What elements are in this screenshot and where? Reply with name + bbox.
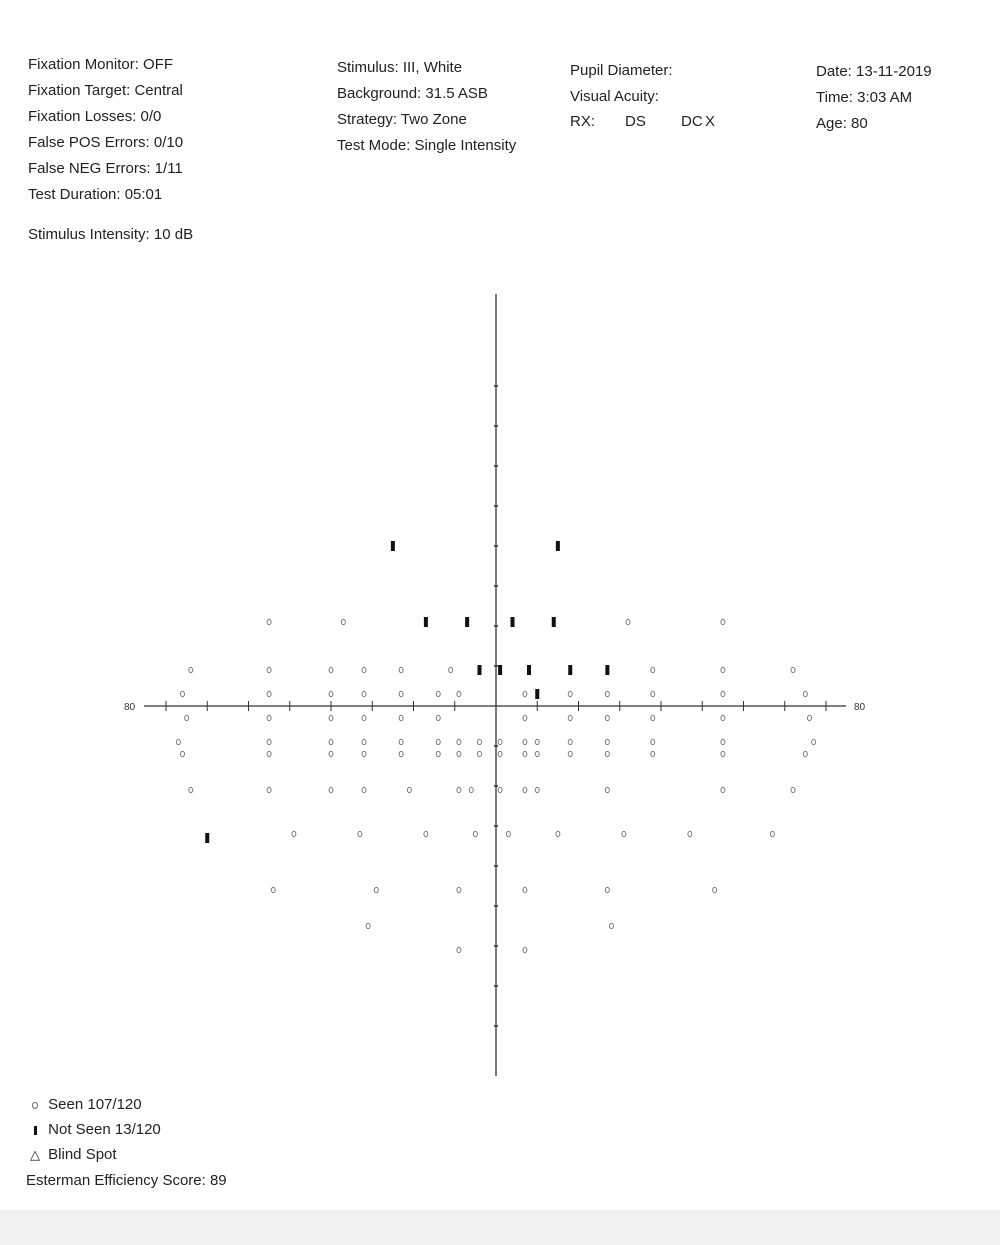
bottom-band (0, 1210, 1000, 1245)
seen-point (651, 715, 655, 720)
seen-point (457, 691, 461, 696)
seen-point (189, 667, 193, 672)
seen-point (568, 739, 572, 744)
not-seen-point (568, 665, 572, 675)
seen-point (556, 831, 560, 836)
seen-point (610, 923, 614, 928)
seen-point (721, 619, 725, 624)
legend-not-seen-label: Not Seen 13/120 (48, 1121, 161, 1138)
pupil-diameter: Pupil Diameter: (570, 62, 673, 79)
seen-point (457, 787, 461, 792)
seen-point (271, 887, 275, 892)
not-seen-point (478, 665, 482, 675)
fixation-target: Fixation Target: Central (28, 82, 183, 99)
patient-age: Age: 80 (816, 115, 868, 132)
not-seen-point (205, 833, 209, 843)
seen-point (523, 787, 527, 792)
seen-point (535, 751, 539, 756)
seen-point (457, 739, 461, 744)
seen-point (498, 787, 502, 792)
seen-point (329, 787, 333, 792)
seen-point (523, 887, 527, 892)
seen-point (605, 787, 609, 792)
seen-point (568, 751, 572, 756)
seen-point (267, 751, 271, 756)
test-time: Time: 3:03 AM (816, 89, 913, 106)
not-seen-point (465, 617, 469, 627)
seen-point (651, 739, 655, 744)
seen-point (721, 739, 725, 744)
fixation-losses: Fixation Losses: 0/0 (28, 108, 162, 125)
seen-point (568, 691, 572, 696)
seen-point (605, 691, 609, 696)
seen-point (469, 787, 473, 792)
background: Background: 31.5 ASB (337, 85, 488, 102)
legend-blind-spot (26, 1146, 117, 1163)
seen-point (803, 751, 807, 756)
seen-point (721, 715, 725, 720)
legend-blind-spot-label: Blind Spot (48, 1146, 117, 1163)
not-seen-point (556, 541, 560, 551)
seen-point (267, 691, 271, 696)
seen-point (808, 715, 812, 720)
rx-x: X (705, 113, 716, 130)
false-pos-errors: False POS Errors: 0/10 (28, 134, 184, 151)
seen-point (523, 715, 527, 720)
seen-point (626, 619, 630, 624)
seen-point (622, 831, 626, 836)
seen-point (651, 751, 655, 756)
seen-point (185, 715, 189, 720)
seen-point (457, 751, 461, 756)
not-seen-point (424, 617, 428, 627)
rx-label: RX: (570, 113, 596, 130)
visual-field-plot (0, 290, 1000, 1100)
seen-point (478, 739, 482, 744)
seen-point (605, 751, 609, 756)
rx-dc: DC (681, 113, 703, 130)
seen-point (535, 787, 539, 792)
seen-point (651, 691, 655, 696)
seen-point (791, 787, 795, 792)
seen-point (457, 947, 461, 952)
seen-point (721, 751, 725, 756)
seen-point (189, 787, 193, 792)
axis-label-left: 80 (124, 702, 136, 713)
seen-point (803, 691, 807, 696)
seen-point (267, 739, 271, 744)
seen-point (362, 787, 366, 792)
seen-point (605, 739, 609, 744)
seen-point (605, 887, 609, 892)
seen-point (358, 831, 362, 836)
rx-ds: DS (625, 113, 646, 130)
seen-point (181, 751, 185, 756)
visual-acuity: Visual Acuity: (570, 88, 659, 105)
seen-point (267, 619, 271, 624)
false-neg-errors: False NEG Errors: 1/11 (28, 160, 183, 177)
not-seen-point (527, 665, 531, 675)
axis-label-right: 80 (854, 702, 866, 713)
seen-point (399, 739, 403, 744)
seen-point (506, 831, 510, 836)
not-seen-point (552, 617, 556, 627)
seen-point (366, 923, 370, 928)
seen-point (449, 667, 453, 672)
test-date: Date: 13-11-2019 (816, 63, 932, 80)
not-seen-point (511, 617, 515, 627)
legend-seen (26, 1096, 142, 1113)
seen-point (436, 715, 440, 720)
legend-seen-label: Seen 107/120 (48, 1096, 142, 1113)
seen-marker-icon (32, 1102, 38, 1109)
stimulus-intensity: Stimulus Intensity: 10 dB (28, 226, 194, 243)
seen-point (399, 751, 403, 756)
seen-point (399, 715, 403, 720)
seen-point (721, 787, 725, 792)
seen-point (473, 831, 477, 836)
seen-point (399, 667, 403, 672)
seen-point (181, 691, 185, 696)
seen-point (478, 751, 482, 756)
seen-point (362, 715, 366, 720)
legend-not-seen (26, 1121, 161, 1138)
seen-point (176, 739, 180, 744)
seen-point (362, 667, 366, 672)
seen-point (362, 751, 366, 756)
stimulus: Stimulus: III, White (337, 59, 463, 76)
seen-point (292, 831, 296, 836)
seen-point (721, 667, 725, 672)
seen-point (523, 751, 527, 756)
seen-point (267, 787, 271, 792)
test-mode: Test Mode: Single Intensity (337, 137, 517, 154)
seen-point (651, 667, 655, 672)
seen-point (362, 691, 366, 696)
seen-point (374, 887, 378, 892)
seen-point (424, 831, 428, 836)
seen-point (568, 715, 572, 720)
seen-point (523, 739, 527, 744)
seen-point (688, 831, 692, 836)
not-seen-point (498, 665, 502, 675)
seen-point (329, 739, 333, 744)
seen-point (770, 831, 774, 836)
seen-point (721, 691, 725, 696)
seen-point (329, 667, 333, 672)
seen-point (362, 739, 366, 744)
seen-point (329, 715, 333, 720)
seen-point (498, 751, 502, 756)
not-seen-point (535, 689, 539, 699)
seen-point (713, 887, 717, 892)
seen-point (498, 739, 502, 744)
rx-line (570, 113, 715, 130)
seen-point (399, 691, 403, 696)
seen-point (791, 667, 795, 672)
seen-point (329, 751, 333, 756)
not-seen-marker-icon (34, 1126, 37, 1135)
not-seen-point (391, 541, 395, 551)
seen-point (605, 715, 609, 720)
fixation-monitor: Fixation Monitor: OFF (28, 56, 174, 73)
test-duration: Test Duration: 05:01 (28, 186, 163, 203)
seen-point (267, 715, 271, 720)
strategy: Strategy: Two Zone (337, 111, 467, 128)
not-seen-point (605, 665, 609, 675)
seen-point (436, 691, 440, 696)
seen-point (407, 787, 411, 792)
seen-point (523, 691, 527, 696)
seen-point (812, 739, 816, 744)
seen-point (436, 751, 440, 756)
seen-point (267, 667, 271, 672)
triangle-icon: △ (30, 1147, 40, 1162)
esterman-score: Esterman Efficiency Score: 89 (26, 1172, 227, 1189)
seen-point (436, 739, 440, 744)
seen-point (457, 887, 461, 892)
seen-point (523, 947, 527, 952)
seen-point (329, 691, 333, 696)
seen-point (341, 619, 345, 624)
seen-point (535, 739, 539, 744)
